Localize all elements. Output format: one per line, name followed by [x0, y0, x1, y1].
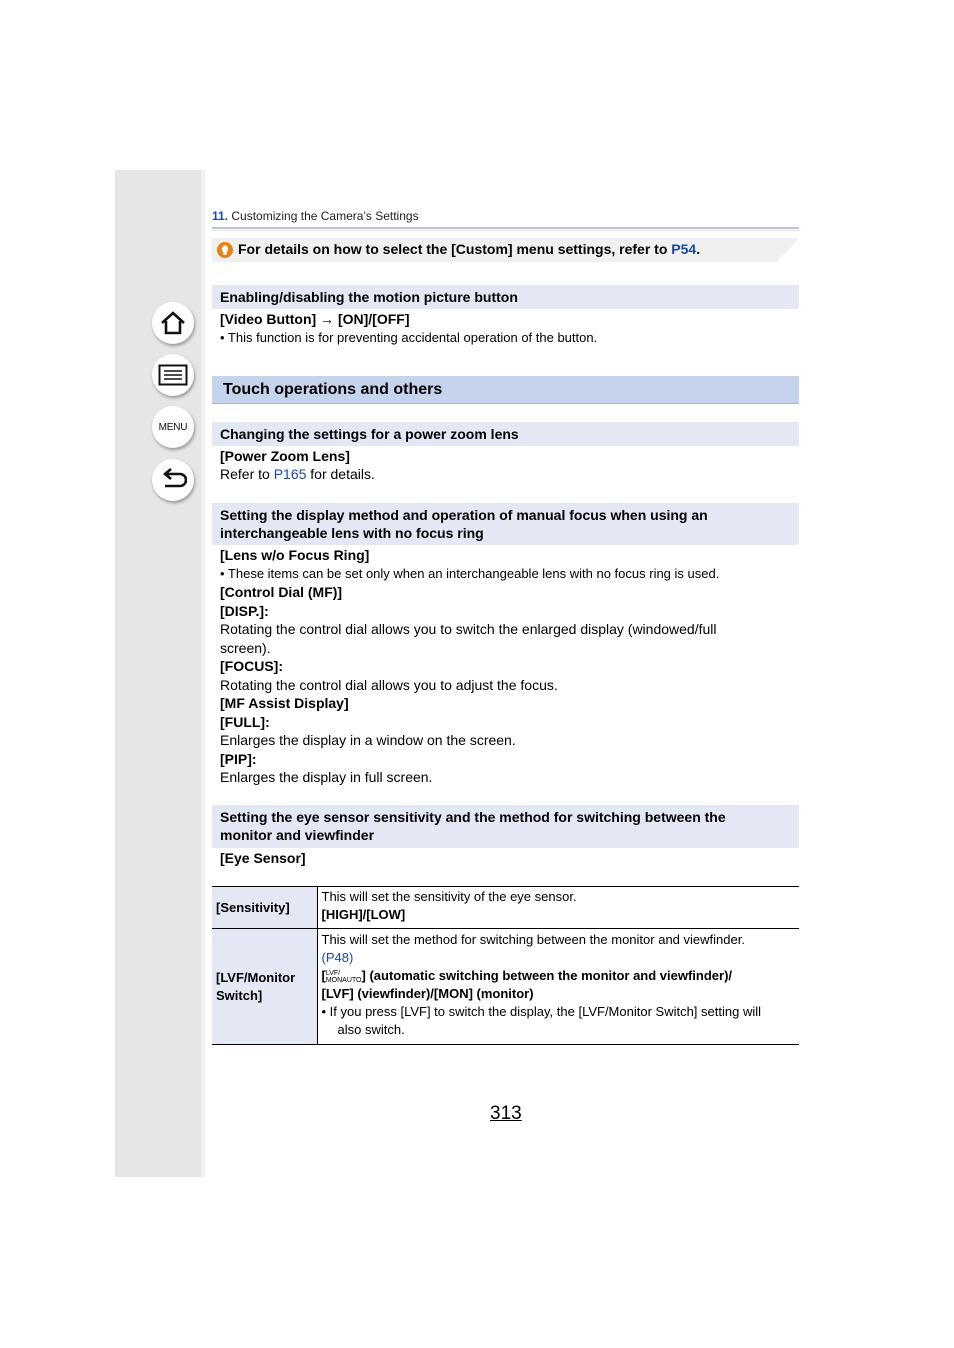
home-button[interactable]: [152, 302, 194, 344]
table-key-sensitivity: [Sensitivity]: [212, 887, 317, 929]
table-value-lvf-monitor: [317, 929, 799, 1045]
power-zoom-text-before: Refer to: [220, 466, 274, 482]
lvf-icon-top: LVF/: [325, 969, 341, 977]
lvf-note: [322, 1003, 796, 1039]
full-label: [FULL]:: [220, 714, 270, 730]
menu-button[interactable]: [152, 406, 194, 448]
chapter-header: [212, 209, 419, 223]
home-icon: [159, 310, 187, 336]
tip-icon: [217, 242, 233, 258]
tip-text-before: For details on how to select the [Custom] menu settings, refer to: [238, 241, 672, 257]
tip-link[interactable]: P54: [671, 241, 697, 257]
menu-label: MENU: [158, 421, 188, 433]
power-zoom-text-after: for details.: [306, 466, 375, 482]
back-icon: [159, 468, 187, 492]
focus-text: Rotating the control dial allows you to adjust the focus.: [220, 677, 558, 693]
list-icon: [158, 364, 188, 386]
chapter-title: Customizing the Camera’s Settings: [231, 209, 419, 223]
header-rule: [212, 227, 799, 229]
header-rule-light: [212, 230, 799, 231]
video-button-item: [Video Button] → [ON]/[OFF]: [220, 311, 410, 327]
lvf-note-2: also switch.: [337, 1022, 405, 1037]
sensitivity-desc: This will set the sensitivity of the eye sensor.: [321, 889, 577, 904]
disp-text-2: screen).: [220, 640, 271, 656]
lens-focus-ring-note: • These items can be set only when an interchangeable lens with no focus ring is used.: [220, 566, 720, 581]
sensitivity-options: [HIGH]/[LOW]: [321, 907, 406, 922]
eye-sensor-heading-line2: monitor and viewfinder: [220, 827, 375, 843]
lvf-icon-bottom: MONAUTO: [325, 976, 362, 984]
eye-sensor-heading-line1: Setting the eye sensor sensitivity and the method for switching between the: [220, 809, 726, 825]
lvf-key-line1: [LVF/Monitor: [216, 969, 296, 985]
motion-button-heading: Enabling/disabling the motion picture button: [212, 285, 799, 309]
lvf-mon-options: [LVF] (viewfinder)/[MON] (monitor): [321, 986, 534, 1001]
power-zoom-heading: Changing the settings for a power zoom lens: [212, 422, 799, 446]
lvf-key-line2: Switch]: [216, 987, 263, 1003]
manual-focus-heading-line2: interchangeable lens with no focus ring: [220, 525, 484, 541]
lvf-link[interactable]: (P48): [321, 950, 354, 965]
table-row: [212, 929, 799, 1045]
table-row: [212, 887, 799, 929]
tip-text-after: .: [696, 241, 701, 257]
manual-focus-heading: [212, 503, 799, 545]
page-number: 313: [490, 1103, 522, 1124]
tip-text: [238, 241, 700, 257]
section-title: Touch operations and others: [212, 376, 799, 404]
power-zoom-text: [220, 465, 375, 483]
pip-label: [PIP]:: [220, 751, 257, 767]
eye-sensor-table: [212, 886, 799, 1045]
back-button[interactable]: [152, 459, 194, 501]
lvf-auto-text: ] (automatic switching between the monitor and viewfinder)/: [361, 968, 733, 983]
mf-assist-item: [MF Assist Display]: [220, 695, 349, 711]
table-value-sensitivity: [317, 887, 799, 929]
video-button-note: • This function is for preventing accidental operation of the button.: [220, 330, 598, 345]
focus-label: [FOCUS]:: [220, 658, 283, 674]
eye-sensor-item: [Eye Sensor]: [220, 850, 306, 866]
lvf-note-1: • If you press [LVF] to switch the display, the [LVF/Monitor Switch] setting will: [321, 1004, 761, 1019]
pip-text: Enlarges the display in full screen.: [220, 769, 433, 785]
eye-sensor-heading: [212, 805, 799, 848]
disp-text-1: Rotating the control dial allows you to switch the enlarged display (windowed/full: [220, 621, 717, 637]
power-zoom-item: [Power Zoom Lens]: [220, 448, 350, 464]
lens-focus-ring-item: [Lens w/o Focus Ring]: [220, 547, 370, 563]
disp-label: [DISP.]:: [220, 603, 269, 619]
control-dial-item: [Control Dial (MF)]: [220, 584, 343, 600]
manual-focus-heading-line1: Setting the display method and operation of manual focus when using an: [220, 507, 708, 523]
full-text: Enlarges the display in a window on the screen.: [220, 732, 516, 748]
contents-button[interactable]: [152, 354, 194, 396]
lvf-desc: This will set the method for switching between the monitor and viewfinder.: [321, 932, 745, 947]
chapter-number: 11.: [212, 209, 229, 223]
lvf-mon-auto-icon: [326, 970, 362, 984]
sidebar-edge: [201, 170, 205, 1177]
power-zoom-link[interactable]: P165: [273, 466, 307, 482]
lvf-auto-option: [LVF/ MONAUTO] (automatic switching between the monitor and viewfinder)/: [321, 968, 733, 984]
table-key-lvf-monitor: [212, 929, 317, 1045]
